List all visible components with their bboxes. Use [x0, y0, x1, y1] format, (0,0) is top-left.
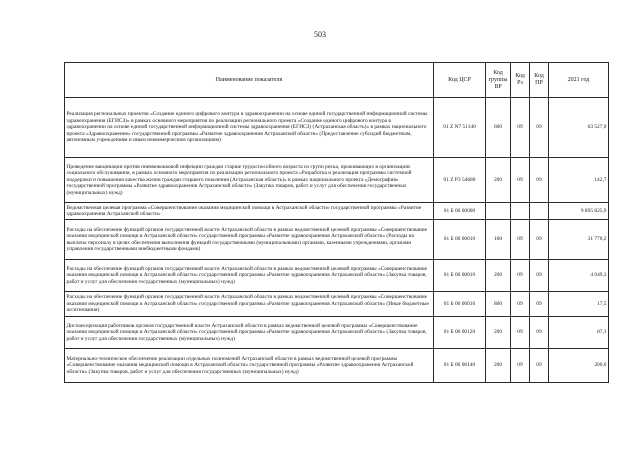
row-name: Диспансеризация работников органов государственной власти Астраханской области в рамках ведомственной целевой программы «Совершенствование оказания медицинской помощи в Астраханской области» государственной программы «Развитие здравоохранения Астраханской области» (Закупка товаров, работ и услуг для обеспечения государственных (муниципальных) нужд)	[65, 317, 434, 349]
row-amount: 17,5	[549, 292, 609, 317]
header-rz: Код Рз	[511, 63, 530, 98]
row-amount: 142,7	[549, 158, 609, 203]
header-pr: Код ПР	[530, 63, 549, 98]
row-pr: 09	[530, 260, 549, 292]
page-number: 503	[314, 30, 326, 39]
row-pr: 09	[530, 292, 549, 317]
table-row	[65, 349, 609, 383]
row-rz: 09	[511, 292, 530, 317]
row-pr	[530, 203, 549, 220]
table-row	[65, 158, 609, 203]
row-name: Расходы на обеспечение функций органов государственной власти Астраханской области в рамках ведомственной целевой программы «Совершенствование оказания медицинской помощи в Астраханской области» государственной программы «Развитие здравоохранения Астраханской области» (Расходы на выплаты персоналу в целях обеспечения выполнения функций государственными (муниципальными) органами, казенными учреждениями, органами управления государственными внебюджетными фондами)	[65, 220, 434, 260]
row-csr: 01 Z N7 51140	[434, 98, 486, 158]
header-name: Наименование показателя	[65, 63, 434, 98]
row-vr: 100	[486, 220, 511, 260]
row-name: Расходы на обеспечение функций органов государственной власти Астраханской области в рамках ведомственной целевой программы «Совершенствование оказания медицинской помощи в Астраханской области» государственной программы «Развитие здравоохранения Астраханской области» (Закупка товаров, работ и услуг для обеспечения государственных (муниципальных) нужд)	[65, 260, 434, 292]
table-row	[65, 317, 609, 349]
row-csr: 01 Б 00 00010	[434, 220, 486, 260]
row-rz: 09	[511, 349, 530, 383]
row-vr: 200	[486, 349, 511, 383]
row-rz: 09	[511, 317, 530, 349]
row-amount: 9 895 825,9	[549, 203, 609, 220]
row-amount: 31 770,2	[549, 220, 609, 260]
row-csr: 01 Б 00 00000	[434, 203, 486, 220]
table-row	[65, 98, 609, 158]
row-amount: 87,1	[549, 317, 609, 349]
row-pr: 09	[530, 220, 549, 260]
table-row	[65, 203, 609, 220]
header-vr: Код группы ВР	[486, 63, 511, 98]
row-name: Материально-техническое обеспечение реализации отдельных полномочий Астраханской области в рамках ведомственной целевой программы «Совершенствование оказания медицинской помощи в Астраханской области» государственной программы «Развитие здравоохранения Астраханской области» (Закупка товаров, работ и услуг для обеспечения государственных (муниципальных) нужд)	[65, 349, 434, 383]
row-name: Расходы на обеспечение функций органов государственной власти Астраханской области в рамках ведомственной целевой программы «Совершенствование оказания медицинской помощи в Астраханской области» государственной программы «Развитие здравоохранения Астраханской области» (Иные бюджетные ассигнования)	[65, 292, 434, 317]
table-row	[65, 220, 609, 260]
row-rz	[511, 203, 530, 220]
row-pr: 09	[530, 158, 549, 203]
header-year: 2021 год	[549, 63, 609, 98]
table-row	[65, 260, 609, 292]
row-pr: 09	[530, 349, 549, 383]
row-vr: 200	[486, 260, 511, 292]
row-vr: 800	[486, 292, 511, 317]
row-name: Реализация региональных проектов «Создание единого цифрового контура в здравоохранении на основе единой государственной информационной системы здравоохранения (ЕГИСЗ)» в рамках основного мероприятия по реализации регионального проекта «Создание единого цифрового контура в здравоохранении на основе единой государственной информационной системы здравоохранения (ЕГИСЗ) (Астраханская область)» в рамках национального проекта «Здравоохранение» государственной программы «Развитие здравоохранения Астраханской области» (Предоставление субсидий бюджетным, автономным учреждениям и иным некоммерческим организациям)	[65, 98, 434, 158]
row-rz: 09	[511, 260, 530, 292]
row-vr: 200	[486, 158, 511, 203]
row-csr: 01 Б 00 00010	[434, 260, 486, 292]
row-rz: 09	[511, 98, 530, 158]
table-row	[65, 292, 609, 317]
row-amount: 200,0	[549, 349, 609, 383]
header-csr: Код ЦСР	[434, 63, 486, 98]
budget-table	[64, 62, 609, 383]
row-amount: 63 527,0	[549, 98, 609, 158]
row-amount: 4 049,3	[549, 260, 609, 292]
row-pr: 09	[530, 98, 549, 158]
row-csr: 01 Б 00 00140	[434, 349, 486, 383]
row-csr: 01 Б 00 00120	[434, 317, 486, 349]
row-rz: 09	[511, 220, 530, 260]
row-vr	[486, 203, 511, 220]
row-vr: 600	[486, 98, 511, 158]
row-pr: 09	[530, 317, 549, 349]
row-csr: 01 Б 00 00010	[434, 292, 486, 317]
row-name: Ведомственная целевая программа «Совершенствование оказания медицинской помощи в Астраханской области» государственной программы «Развитие здравоохранения Астраханской области»	[65, 203, 434, 220]
table-header-row	[65, 63, 609, 98]
row-name: Проведение вакцинации против пневмококковой инфекции граждан старше трудоспособного возраста из групп риска, проживающих в организациях социального обслуживания, в рамках основного мероприятия по реализации регионального проекта «Разработка и реализация программы системной поддержки и повышения качества жизни граждан старшего поколения (Астраханская область)» в рамках национального проекта «Демография» государственной программы «Развитие здравоохранения Астраханской области» (Закупка товаров, работ и услуг для обеспечения государственных (муниципальных) нужд)	[65, 158, 434, 203]
row-vr: 200	[486, 317, 511, 349]
row-rz: 09	[511, 158, 530, 203]
row-csr: 01 Z P3 54680	[434, 158, 486, 203]
